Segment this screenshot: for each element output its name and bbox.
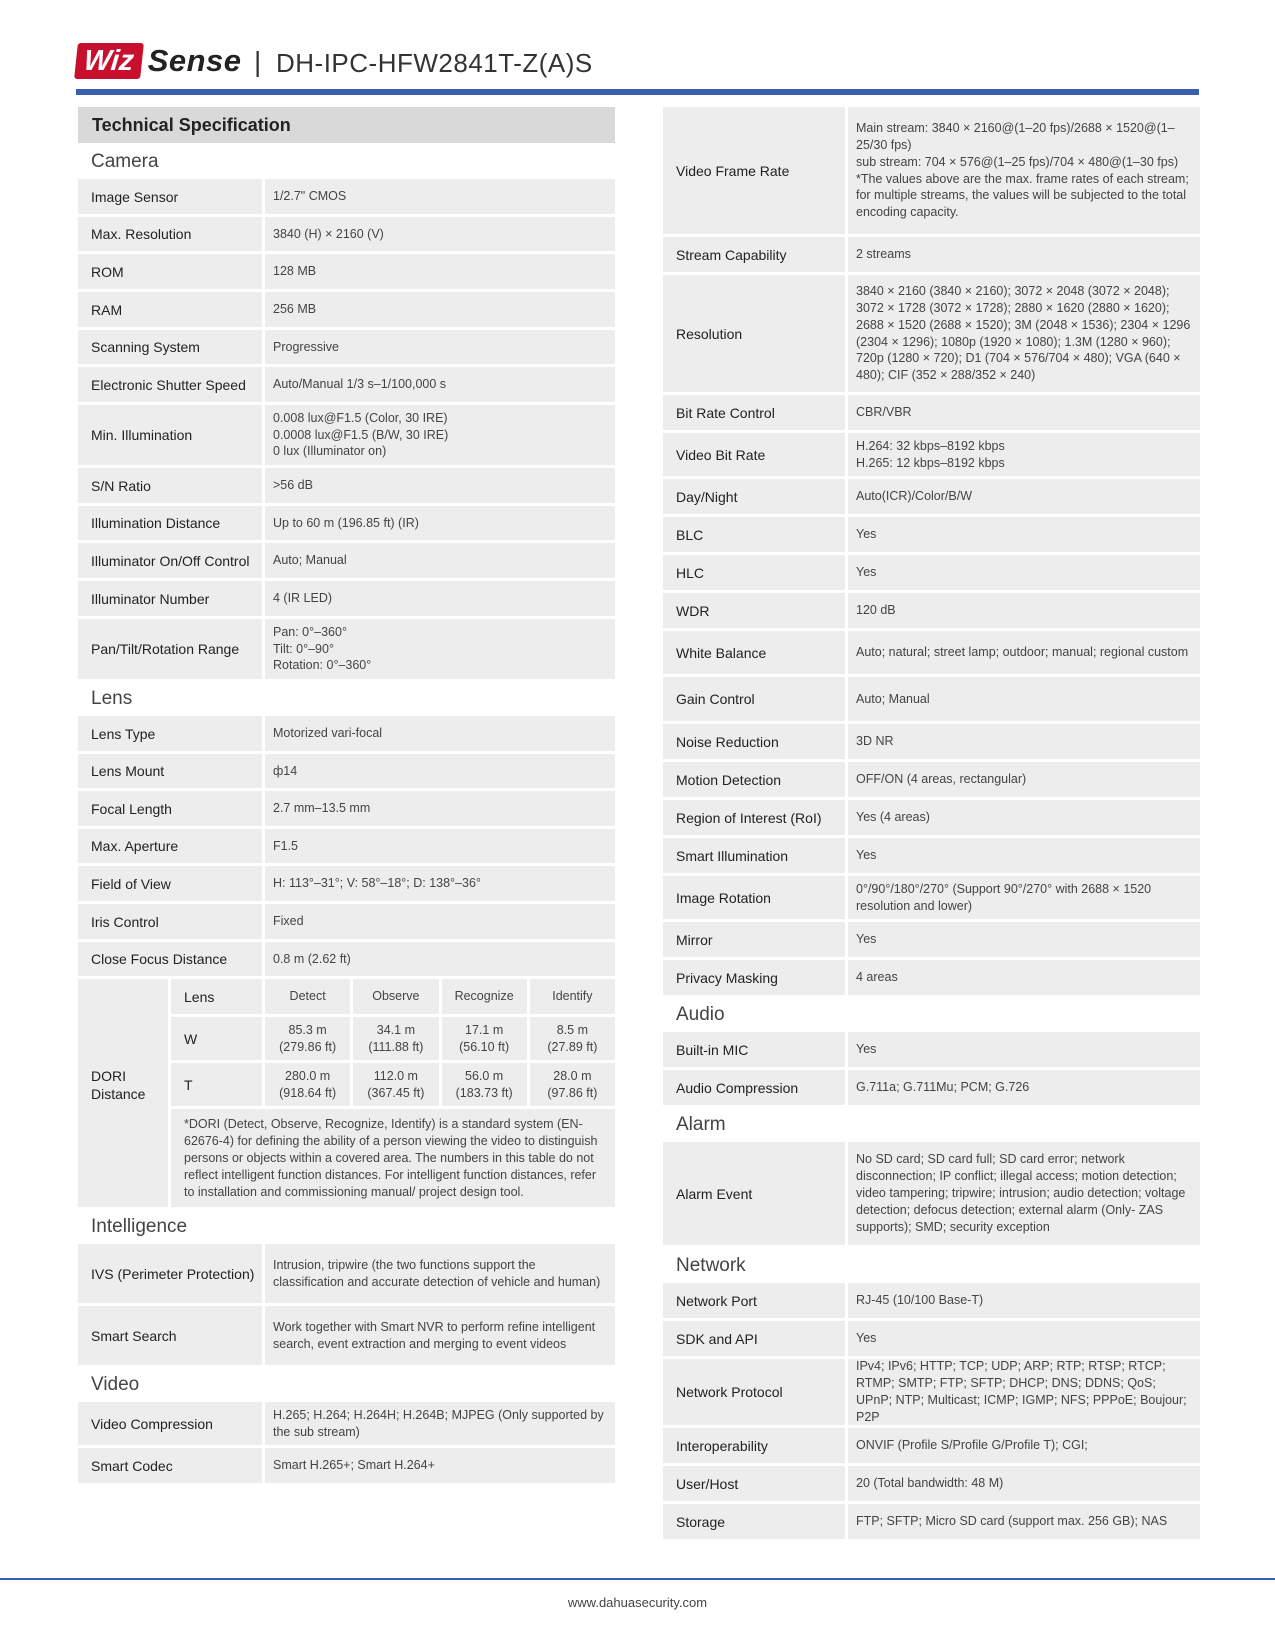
spec-value: 4 (IR LED) xyxy=(265,581,615,616)
spec-row xyxy=(78,543,615,578)
spec-value: G.711a; G.711Mu; PCM; G.726 xyxy=(848,1070,1200,1105)
spec-key: Max. Resolution xyxy=(78,217,262,251)
spec-value: OFF/ON (4 areas, rectangular) xyxy=(848,762,1200,797)
dori-cell: 8.5 m (27.89 ft) xyxy=(530,1017,615,1060)
spec-key: Interoperability xyxy=(663,1428,845,1463)
spec-row xyxy=(663,724,1200,759)
spec-key: Max. Aperture xyxy=(78,829,262,863)
spec-value: Yes xyxy=(848,1321,1200,1356)
right-column xyxy=(663,107,1200,1542)
spec-key: ROM xyxy=(78,254,262,289)
dori-cell: 85.3 m (279.86 ft) xyxy=(265,1017,350,1060)
spec-key: Network Port xyxy=(663,1283,845,1318)
section-alarm: Alarm xyxy=(676,1114,726,1135)
spec-row xyxy=(78,829,615,863)
spec-row xyxy=(663,1321,1200,1356)
dori-header-observe: Observe xyxy=(353,979,438,1014)
dori-cell: T xyxy=(171,1063,262,1106)
spec-value: 256 MB xyxy=(265,292,615,327)
spec-key: Illumination Distance xyxy=(78,506,262,540)
spec-value: H.265; H.264; H.264H; H.264B; MJPEG (Only supported by the sub stream) xyxy=(265,1402,615,1445)
dori-header-detect: Detect xyxy=(265,979,350,1014)
spec-value: H: 113°–31°; V: 58°–18°; D: 138°–36° xyxy=(265,866,615,901)
spec-value: Work together with Smart NVR to perform refine intelligent search, event extraction and merging to event videos xyxy=(265,1306,615,1365)
spec-key: Smart Search xyxy=(78,1306,262,1365)
spec-value: Motorized vari-focal xyxy=(265,716,615,751)
spec-row xyxy=(78,866,615,901)
spec-row xyxy=(78,1448,615,1483)
spec-key: Network Protocol xyxy=(663,1359,845,1425)
spec-row xyxy=(663,107,1200,234)
video-table-left xyxy=(78,1402,615,1483)
spec-value: Auto; Manual xyxy=(265,543,615,578)
spec-value: 3D NR xyxy=(848,724,1200,759)
spec-row xyxy=(663,960,1200,995)
spec-value: No SD card; SD card full; SD card error; network disconnection; IP conflict; illegal access; motion detection; video tampering; tripwire; intrusion; audio detection; voltage detection; defocus detection; external alarm (Only- ZAS supports); SMD; security exception xyxy=(848,1142,1200,1245)
spec-key: Resolution xyxy=(663,275,845,392)
spec-row xyxy=(663,762,1200,797)
spec-key: Smart Codec xyxy=(78,1448,262,1483)
spec-row xyxy=(663,677,1200,721)
dori-header-recognize: Recognize xyxy=(442,979,527,1014)
page-header xyxy=(76,38,1199,86)
dori-cell: 112.0 m (367.45 ft) xyxy=(353,1063,438,1106)
spec-row xyxy=(663,433,1200,476)
section-lens: Lens xyxy=(91,688,133,709)
spec-key: Electronic Shutter Speed xyxy=(78,367,262,402)
spec-value: 0.8 m (2.62 ft) xyxy=(265,942,615,976)
spec-title: Technical Specification xyxy=(78,107,615,143)
spec-row xyxy=(78,1306,615,1365)
logo-sense: Sense xyxy=(147,43,242,78)
spec-value: Auto; Manual xyxy=(848,677,1200,721)
spec-value: 2 streams xyxy=(848,237,1200,272)
video-table-right xyxy=(663,107,1200,995)
spec-row xyxy=(78,1402,615,1445)
spec-value: Auto; natural; street lamp; outdoor; manual; regional custom xyxy=(848,631,1200,674)
header-rule xyxy=(76,89,1199,95)
spec-value: Main stream: 3840 × 2160@(1–20 fps)/2688 × 1520@(1–25/30 fps) sub stream: 704 × 576@(1–25 fps)/704 × 480@(1–30 fps) *The values above are the max. frame rates of each stream; for multiple streams, the values will be subjected to the total encoding capacity. xyxy=(848,107,1200,234)
spec-value: FTP; SFTP; Micro SD card (support max. 256 GB); NAS xyxy=(848,1504,1200,1539)
spec-value: F1.5 xyxy=(265,829,615,863)
spec-key: Video Bit Rate xyxy=(663,433,845,476)
dori-cell: 28.0 m (97.86 ft) xyxy=(530,1063,615,1106)
spec-row xyxy=(78,179,615,214)
spec-value: 0°/90°/180°/270° (Support 90°/270° with 2688 × 1520 resolution and lower) xyxy=(848,876,1200,919)
spec-key: User/Host xyxy=(663,1466,845,1501)
spec-key: Gain Control xyxy=(663,677,845,721)
spec-value: Yes xyxy=(848,838,1200,873)
spec-row xyxy=(663,631,1200,674)
spec-row xyxy=(78,367,615,402)
spec-row xyxy=(663,876,1200,919)
spec-key: HLC xyxy=(663,555,845,590)
spec-row xyxy=(78,254,615,289)
spec-value: 2.7 mm–13.5 mm xyxy=(265,791,615,826)
spec-value: Progressive xyxy=(265,330,615,364)
spec-key: Focal Length xyxy=(78,791,262,826)
dori-body xyxy=(171,979,615,1207)
audio-table xyxy=(663,1032,1200,1105)
spec-row xyxy=(663,800,1200,835)
spec-row xyxy=(78,904,615,939)
spec-key: Video Compression xyxy=(78,1402,262,1445)
spec-row xyxy=(663,395,1200,430)
spec-key: Illuminator On/Off Control xyxy=(78,543,262,578)
intelligence-table xyxy=(78,1244,615,1365)
logo-wiz: Wiz xyxy=(74,43,143,79)
spec-value: Pan: 0°–360° Tilt: 0°–90° Rotation: 0°–360° xyxy=(265,619,615,679)
dori-cell: W xyxy=(171,1017,262,1060)
spec-value: 0.008 lux@F1.5 (Color, 30 IRE) 0.0008 lux@F1.5 (B/W, 30 IRE) 0 lux (Illuminator on) xyxy=(265,405,615,465)
spec-value: Auto(ICR)/Color/B/W xyxy=(848,479,1200,514)
spec-key: Field of View xyxy=(78,866,262,901)
spec-row xyxy=(78,1244,615,1303)
spec-row xyxy=(78,292,615,327)
spec-row xyxy=(663,1032,1200,1067)
spec-key: Privacy Masking xyxy=(663,960,845,995)
spec-value: ф14 xyxy=(265,754,615,788)
spec-value: 3840 × 2160 (3840 × 2160); 3072 × 2048 (3072 × 2048); 3072 × 1728 (3072 × 1728); 2880 × 1620 (2880 × 1620); 2688 × 1520 (2688 × 1520); 3M (2048 × 1536); 2304 × 1296 (2304 × 1296); 1080p (1920 × 1080); 1.3M (1280 × 960); 720p (1280 × 720); D1 (704 × 576/704 × 480); VGA (640 × 480); CIF (352 × 288/352 × 240) xyxy=(848,275,1200,392)
spec-key: Day/Night xyxy=(663,479,845,514)
spec-key: Image Rotation xyxy=(663,876,845,919)
dori-label: DORI Distance xyxy=(78,979,168,1207)
header-separator: | xyxy=(254,46,262,77)
alarm-table xyxy=(663,1142,1200,1245)
spec-key: Illuminator Number xyxy=(78,581,262,616)
spec-key: Iris Control xyxy=(78,904,262,939)
spec-row xyxy=(78,716,615,751)
spec-row xyxy=(78,217,615,251)
spec-key: Region of Interest (RoI) xyxy=(663,800,845,835)
spec-key: Lens Mount xyxy=(78,754,262,788)
spec-value: CBR/VBR xyxy=(848,395,1200,430)
spec-value: Smart H.265+; Smart H.264+ xyxy=(265,1448,615,1483)
spec-value: Fixed xyxy=(265,904,615,939)
dori-table xyxy=(78,979,615,1207)
wizsense-logo xyxy=(76,42,242,80)
dori-cell: 56.0 m (183.73 ft) xyxy=(442,1063,527,1106)
model-number: DH-IPC-HFW2841T-Z(A)S xyxy=(276,48,593,78)
section-video: Video xyxy=(91,1374,140,1396)
dori-cell: 280.0 m (918.64 ft) xyxy=(265,1063,350,1106)
spec-row xyxy=(663,1142,1200,1245)
spec-row xyxy=(78,405,615,465)
left-column xyxy=(78,107,615,1486)
network-table xyxy=(663,1283,1200,1539)
spec-row xyxy=(663,1283,1200,1318)
spec-row xyxy=(78,619,615,679)
spec-key: Image Sensor xyxy=(78,179,262,214)
section-network: Network xyxy=(676,1255,746,1276)
spec-key: WDR xyxy=(663,593,845,628)
section-camera: Camera xyxy=(91,151,159,172)
spec-key: Smart Illumination xyxy=(663,838,845,873)
spec-key: Built-in MIC xyxy=(663,1032,845,1067)
spec-key: Min. Illumination xyxy=(78,405,262,465)
spec-value: Yes xyxy=(848,922,1200,957)
dori-header-lens: Lens xyxy=(171,979,262,1014)
spec-row xyxy=(78,942,615,976)
spec-key: BLC xyxy=(663,517,845,552)
spec-row xyxy=(663,1466,1200,1501)
spec-key: Audio Compression xyxy=(663,1070,845,1105)
spec-key: Scanning System xyxy=(78,330,262,364)
footer-rule xyxy=(0,1578,1275,1580)
section-audio: Audio xyxy=(676,1004,725,1025)
spec-key: Close Focus Distance xyxy=(78,942,262,976)
spec-row xyxy=(663,1359,1200,1425)
spec-key: S/N Ratio xyxy=(78,468,262,503)
spec-row xyxy=(663,1070,1200,1105)
spec-value: 128 MB xyxy=(265,254,615,289)
spec-key: Motion Detection xyxy=(663,762,845,797)
spec-row xyxy=(663,1428,1200,1463)
dori-cell: 17.1 m (56.10 ft) xyxy=(442,1017,527,1060)
dori-header-row xyxy=(171,979,615,1014)
spec-row xyxy=(663,517,1200,552)
spec-value: H.264: 32 kbps–8192 kbps H.265: 12 kbps–8192 kbps xyxy=(848,433,1200,476)
spec-row xyxy=(78,468,615,503)
spec-key: Lens Type xyxy=(78,716,262,751)
spec-key: Bit Rate Control xyxy=(663,395,845,430)
dori-header-identify: Identify xyxy=(530,979,615,1014)
spec-value: ONVIF (Profile S/Profile G/Profile T); CGI; xyxy=(848,1428,1200,1463)
camera-table xyxy=(78,179,615,679)
spec-value: Up to 60 m (196.85 ft) (IR) xyxy=(265,506,615,540)
spec-value: 4 areas xyxy=(848,960,1200,995)
spec-key: Noise Reduction xyxy=(663,724,845,759)
spec-row xyxy=(663,555,1200,590)
lens-table xyxy=(78,716,615,1207)
spec-row xyxy=(663,593,1200,628)
spec-key: Pan/Tilt/Rotation Range xyxy=(78,619,262,679)
spec-value: >56 dB xyxy=(265,468,615,503)
spec-value: 1/2.7" CMOS xyxy=(265,179,615,214)
spec-value: Yes (4 areas) xyxy=(848,800,1200,835)
footer-url[interactable]: www.dahuasecurity.com xyxy=(567,1595,708,1610)
dori-note: *DORI (Detect, Observe, Recognize, Identify) is a standard system (EN-62676-4) for defining the ability of a person viewing the video to distinguish persons or objects within a covered area. The numbers in this table do not reflect intelligent function distances. For intelligent function distances, refer to installation and commissioning manual/ project design tool. xyxy=(171,1109,615,1207)
spec-row xyxy=(663,237,1200,272)
spec-value: RJ-45 (10/100 Base-T) xyxy=(848,1283,1200,1318)
spec-value: Intrusion, tripwire (the two functions support the classification and accurate detection of vehicle and human) xyxy=(265,1244,615,1303)
spec-row xyxy=(663,479,1200,514)
dori-cell: 34.1 m (111.88 ft) xyxy=(353,1017,438,1060)
section-intelligence: Intelligence xyxy=(91,1216,188,1238)
spec-key: Storage xyxy=(663,1504,845,1539)
spec-row xyxy=(78,581,615,616)
spec-value: Yes xyxy=(848,555,1200,590)
spec-key: Alarm Event xyxy=(663,1142,845,1245)
spec-row xyxy=(663,922,1200,957)
spec-row xyxy=(78,791,615,826)
spec-value: IPv4; IPv6; HTTP; TCP; UDP; ARP; RTP; RTSP; RTCP; RTMP; SMTP; FTP; SFTP; DHCP; DNS; DDNS; QoS; UPnP; NTP; Multicast; ICMP; IGMP; NFS; PPPoE; Boujour; P2P xyxy=(848,1359,1200,1425)
spec-row xyxy=(78,330,615,364)
spec-value: Yes xyxy=(848,1032,1200,1067)
spec-row xyxy=(78,506,615,540)
spec-value: 20 (Total bandwidth: 48 M) xyxy=(848,1466,1200,1501)
spec-value: Yes xyxy=(848,517,1200,552)
spec-value: 120 dB xyxy=(848,593,1200,628)
spec-value: Auto/Manual 1/3 s–1/100,000 s xyxy=(265,367,615,402)
spec-value: 3840 (H) × 2160 (V) xyxy=(265,217,615,251)
dori-row-wide xyxy=(171,1017,615,1060)
spec-key: RAM xyxy=(78,292,262,327)
spec-row xyxy=(663,275,1200,392)
dori-row-tele xyxy=(171,1063,615,1106)
spec-key: Video Frame Rate xyxy=(663,107,845,234)
spec-key: SDK and API xyxy=(663,1321,845,1356)
spec-key: White Balance xyxy=(663,631,845,674)
spec-key: Stream Capability xyxy=(663,237,845,272)
spec-row xyxy=(663,838,1200,873)
spec-row xyxy=(663,1504,1200,1539)
spec-key: IVS (Perimeter Protection) xyxy=(78,1244,262,1303)
spec-key: Mirror xyxy=(663,922,845,957)
spec-row xyxy=(78,754,615,788)
